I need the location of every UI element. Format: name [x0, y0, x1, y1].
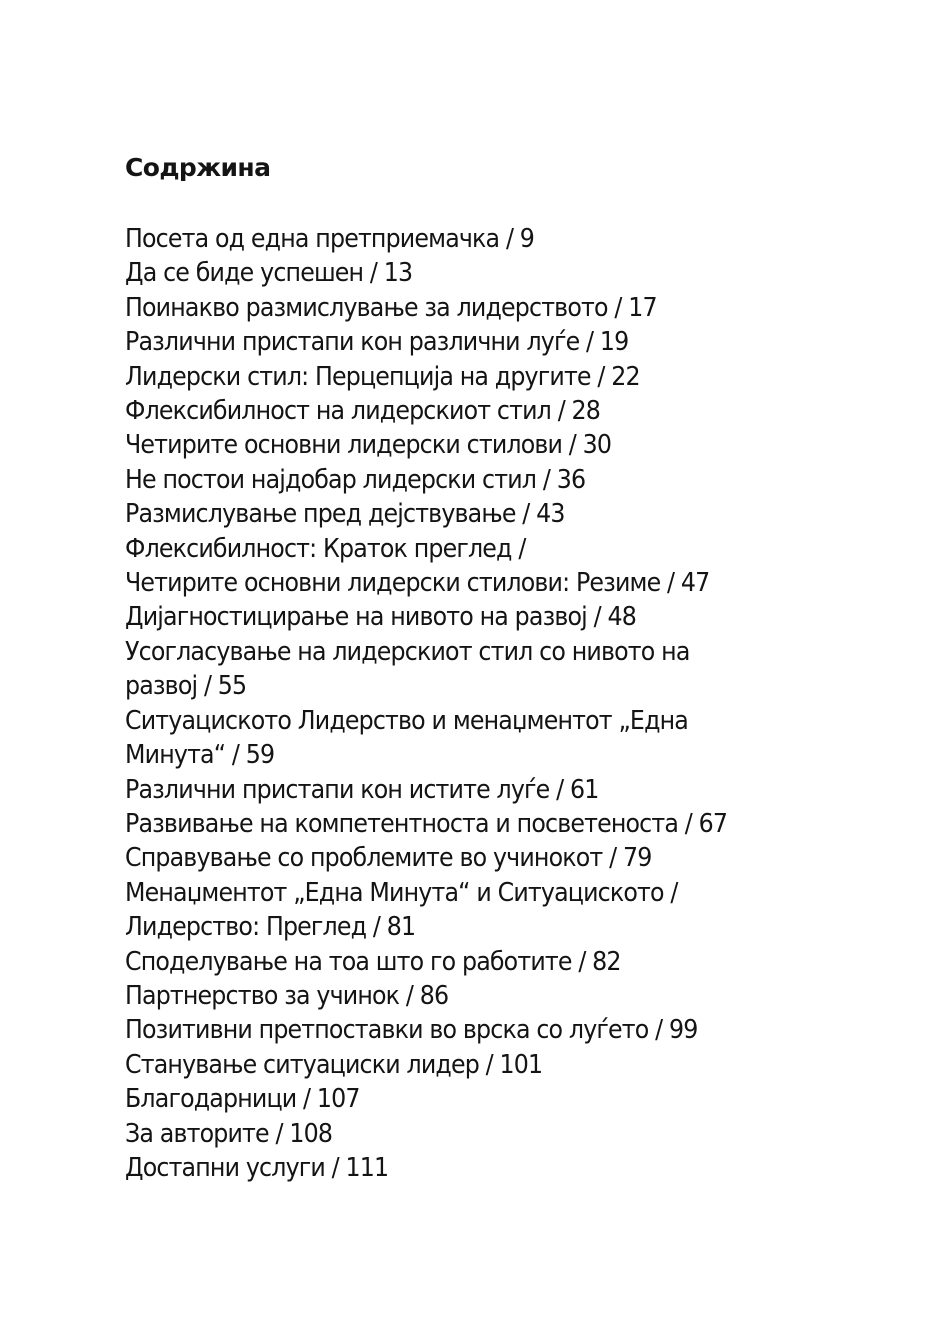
toc-entry: За авторите / 108 [125, 1118, 333, 1149]
toc-entry: Благодарници / 107 [125, 1084, 360, 1115]
toc-entry: Минута“ / 59 [125, 740, 275, 771]
toc-entry: Споделување на тоа што го работите / 82 [125, 946, 621, 977]
toc-entry: Менаџментот „Една Минута“ и Ситуациското / [125, 877, 678, 908]
toc-entry: Флексибилност на лидерскиот стил / 28 [125, 396, 601, 427]
toc-entry: Четирите основни лидерски стилови / 30 [125, 430, 612, 461]
toc-entry: Поинакво размислување за лидерството / 17 [125, 292, 657, 323]
toc-entry: Позитивни претпоставки во врска со луѓето / 99 [125, 1015, 698, 1046]
page-title: Содржина [125, 153, 271, 182]
toc-entry: Партнерство за учинок / 86 [125, 980, 449, 1011]
toc-entry: Достапни услуги / 111 [125, 1152, 389, 1183]
toc-entry: Различни пристапи кон истите луѓе / 61 [125, 774, 599, 805]
toc-entry: Ситуациското Лидерство и менаџментот „Една [125, 705, 688, 736]
table-of-contents-page [125, 148, 885, 1185]
toc-entry: Посета од една претприемачка / 9 [125, 224, 535, 254]
toc-entry: Да се биде успешен / 13 [125, 258, 413, 289]
toc-entry: Флексибилност: Краток преглед / [125, 533, 526, 564]
toc-entry: Лидерство: Преглед / 81 [125, 912, 416, 943]
toc-entry: Дијагностицирање на нивото на развој / 48 [125, 602, 636, 633]
toc-entry: Четирите основни лидерски стилови: Резиме / 47 [125, 568, 710, 599]
toc-entry: Различни пристапи кон различни луѓе / 19 [125, 327, 629, 358]
toc-entry: Лидерски стил: Перцепција на другите / 22 [125, 361, 640, 392]
toc-entry: Размислување пред дејствување / 43 [125, 499, 565, 530]
toc-entry: Не постои најдобар лидерски стил / 36 [125, 464, 586, 495]
toc-entry: развој / 55 [125, 671, 247, 702]
toc-list [125, 222, 885, 1185]
toc-entry: Справување со проблемите во учинокот / 79 [125, 843, 652, 874]
toc-entry: Развивање на компетентноста и посветеноста / 67 [125, 808, 728, 839]
toc-entry: Станување ситуациски лидер / 101 [125, 1049, 543, 1080]
toc-entry: Усогласување на лидерскиот стил со нивото на [125, 636, 690, 667]
